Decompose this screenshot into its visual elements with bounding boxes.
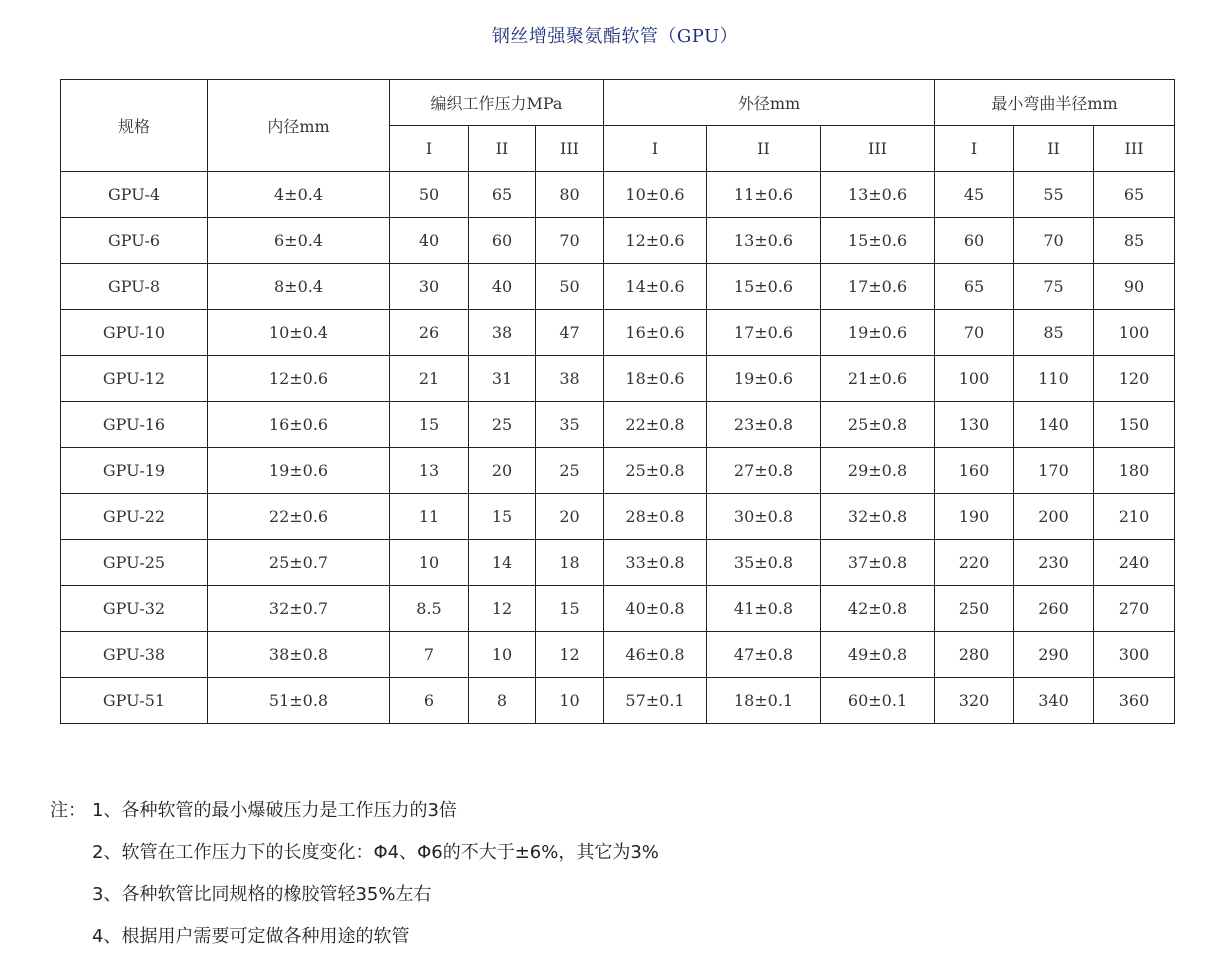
cell-outer-1: 18±0.6 (604, 356, 707, 402)
table-row (61, 356, 1175, 402)
cell-pressure-2: 65 (469, 172, 536, 218)
cell-pressure-1: 30 (390, 264, 469, 310)
cell-pressure-2: 15 (469, 494, 536, 540)
cell-outer-3: 49±0.8 (821, 632, 935, 678)
spec-table (60, 79, 1175, 724)
cell-pressure-3: 20 (536, 494, 604, 540)
cell-inner-diameter: 4±0.4 (208, 172, 390, 218)
cell-pressure-2: 10 (469, 632, 536, 678)
cell-bend-2: 85 (1014, 310, 1094, 356)
cell-spec: GPU-10 (61, 310, 208, 356)
cell-pressure-3: 70 (536, 218, 604, 264)
cell-bend-2: 55 (1014, 172, 1094, 218)
header-spec: 规格 (61, 80, 208, 172)
cell-bend-3: 300 (1094, 632, 1175, 678)
cell-bend-2: 200 (1014, 494, 1094, 540)
cell-pressure-1: 13 (390, 448, 469, 494)
cell-pressure-1: 10 (390, 540, 469, 586)
subheader-bend-2: II (1014, 126, 1094, 172)
cell-outer-2: 23±0.8 (707, 402, 821, 448)
cell-spec: GPU-12 (61, 356, 208, 402)
cell-spec: GPU-32 (61, 586, 208, 632)
cell-outer-2: 41±0.8 (707, 586, 821, 632)
cell-outer-1: 16±0.6 (604, 310, 707, 356)
cell-outer-1: 46±0.8 (604, 632, 707, 678)
cell-outer-2: 15±0.6 (707, 264, 821, 310)
cell-outer-2: 47±0.8 (707, 632, 821, 678)
cell-bend-2: 340 (1014, 678, 1094, 724)
cell-outer-1: 10±0.6 (604, 172, 707, 218)
table-row (61, 264, 1175, 310)
cell-pressure-3: 15 (536, 586, 604, 632)
cell-inner-diameter: 38±0.8 (208, 632, 390, 678)
cell-bend-3: 85 (1094, 218, 1175, 264)
notes-section (50, 797, 659, 965)
cell-pressure-1: 26 (390, 310, 469, 356)
cell-spec: GPU-25 (61, 540, 208, 586)
cell-inner-diameter: 19±0.6 (208, 448, 390, 494)
cell-bend-2: 140 (1014, 402, 1094, 448)
page-title: 钢丝增强聚氨酯软管（GPU） (491, 26, 739, 47)
table-header-row (61, 80, 1175, 126)
table-row (61, 540, 1175, 586)
cell-inner-diameter: 8±0.4 (208, 264, 390, 310)
cell-spec: GPU-19 (61, 448, 208, 494)
cell-bend-3: 360 (1094, 678, 1175, 724)
header-working-pressure: 编织工作压力MPa (390, 80, 604, 126)
cell-outer-2: 27±0.8 (707, 448, 821, 494)
cell-pressure-1: 6 (390, 678, 469, 724)
cell-outer-2: 19±0.6 (707, 356, 821, 402)
cell-outer-3: 25±0.8 (821, 402, 935, 448)
cell-bend-1: 280 (935, 632, 1014, 678)
note-item (50, 881, 659, 923)
cell-pressure-2: 14 (469, 540, 536, 586)
cell-outer-1: 40±0.8 (604, 586, 707, 632)
cell-bend-1: 45 (935, 172, 1014, 218)
cell-spec: GPU-4 (61, 172, 208, 218)
table-row (61, 448, 1175, 494)
cell-pressure-3: 12 (536, 632, 604, 678)
cell-bend-1: 130 (935, 402, 1014, 448)
cell-bend-1: 70 (935, 310, 1014, 356)
cell-outer-1: 33±0.8 (604, 540, 707, 586)
note-prefix: 注： (50, 800, 86, 821)
cell-outer-3: 21±0.6 (821, 356, 935, 402)
cell-inner-diameter: 51±0.8 (208, 678, 390, 724)
cell-bend-3: 150 (1094, 402, 1175, 448)
cell-spec: GPU-38 (61, 632, 208, 678)
cell-pressure-3: 80 (536, 172, 604, 218)
cell-bend-2: 260 (1014, 586, 1094, 632)
cell-pressure-3: 38 (536, 356, 604, 402)
subheader-pressure-1: I (390, 126, 469, 172)
cell-outer-1: 22±0.8 (604, 402, 707, 448)
cell-pressure-2: 8 (469, 678, 536, 724)
cell-bend-3: 270 (1094, 586, 1175, 632)
cell-outer-2: 35±0.8 (707, 540, 821, 586)
cell-bend-1: 250 (935, 586, 1014, 632)
cell-outer-3: 42±0.8 (821, 586, 935, 632)
note-item (50, 839, 659, 881)
cell-outer-3: 19±0.6 (821, 310, 935, 356)
cell-spec: GPU-8 (61, 264, 208, 310)
subheader-outer-2: II (707, 126, 821, 172)
table-body (61, 172, 1175, 724)
cell-bend-3: 65 (1094, 172, 1175, 218)
cell-pressure-1: 11 (390, 494, 469, 540)
cell-pressure-2: 12 (469, 586, 536, 632)
cell-inner-diameter: 25±0.7 (208, 540, 390, 586)
cell-bend-3: 240 (1094, 540, 1175, 586)
cell-outer-3: 32±0.8 (821, 494, 935, 540)
cell-outer-3: 15±0.6 (821, 218, 935, 264)
cell-pressure-2: 31 (469, 356, 536, 402)
cell-inner-diameter: 16±0.6 (208, 402, 390, 448)
cell-bend-2: 230 (1014, 540, 1094, 586)
cell-outer-2: 30±0.8 (707, 494, 821, 540)
table-row (61, 172, 1175, 218)
cell-bend-3: 180 (1094, 448, 1175, 494)
note-item (50, 923, 659, 965)
cell-outer-2: 13±0.6 (707, 218, 821, 264)
cell-bend-2: 110 (1014, 356, 1094, 402)
cell-inner-diameter: 32±0.7 (208, 586, 390, 632)
cell-outer-3: 37±0.8 (821, 540, 935, 586)
cell-bend-3: 210 (1094, 494, 1175, 540)
cell-bend-1: 190 (935, 494, 1014, 540)
cell-bend-1: 100 (935, 356, 1014, 402)
cell-bend-3: 100 (1094, 310, 1175, 356)
cell-bend-2: 170 (1014, 448, 1094, 494)
cell-outer-3: 29±0.8 (821, 448, 935, 494)
cell-outer-2: 11±0.6 (707, 172, 821, 218)
subheader-bend-3: III (1094, 126, 1175, 172)
cell-pressure-2: 40 (469, 264, 536, 310)
table-row (61, 678, 1175, 724)
header-outer-diameter: 外径mm (604, 80, 935, 126)
note-text: 2、软管在工作压力下的长度变化：Φ4、Φ6的不大于±6%，其它为3% (92, 842, 659, 863)
cell-spec: GPU-6 (61, 218, 208, 264)
cell-outer-1: 12±0.6 (604, 218, 707, 264)
cell-spec: GPU-51 (61, 678, 208, 724)
cell-pressure-3: 50 (536, 264, 604, 310)
cell-bend-2: 70 (1014, 218, 1094, 264)
cell-inner-diameter: 10±0.4 (208, 310, 390, 356)
table-row (61, 586, 1175, 632)
cell-pressure-3: 25 (536, 448, 604, 494)
note-text: 1、各种软管的最小爆破压力是工作压力的3倍 (92, 800, 457, 821)
cell-bend-1: 65 (935, 264, 1014, 310)
cell-outer-2: 18±0.1 (707, 678, 821, 724)
subheader-outer-3: III (821, 126, 935, 172)
cell-inner-diameter: 6±0.4 (208, 218, 390, 264)
cell-outer-3: 17±0.6 (821, 264, 935, 310)
cell-pressure-3: 47 (536, 310, 604, 356)
header-inner-diameter: 内径mm (208, 80, 390, 172)
cell-pressure-2: 20 (469, 448, 536, 494)
cell-pressure-2: 25 (469, 402, 536, 448)
subheader-pressure-3: III (536, 126, 604, 172)
cell-bend-1: 320 (935, 678, 1014, 724)
cell-outer-3: 60±0.1 (821, 678, 935, 724)
header-min-bend-radius: 最小弯曲半径mm (935, 80, 1175, 126)
cell-bend-2: 75 (1014, 264, 1094, 310)
cell-outer-3: 13±0.6 (821, 172, 935, 218)
table-row (61, 632, 1175, 678)
cell-bend-2: 290 (1014, 632, 1094, 678)
subheader-pressure-2: II (469, 126, 536, 172)
note-text: 4、根据用户需要可定做各种用途的软管 (92, 926, 410, 947)
subheader-bend-1: I (935, 126, 1014, 172)
table-row (61, 218, 1175, 264)
cell-outer-1: 25±0.8 (604, 448, 707, 494)
note-item (50, 797, 659, 839)
cell-pressure-1: 7 (390, 632, 469, 678)
cell-pressure-1: 15 (390, 402, 469, 448)
cell-pressure-2: 38 (469, 310, 536, 356)
cell-pressure-3: 10 (536, 678, 604, 724)
cell-pressure-3: 18 (536, 540, 604, 586)
cell-pressure-2: 60 (469, 218, 536, 264)
cell-pressure-1: 50 (390, 172, 469, 218)
cell-outer-2: 17±0.6 (707, 310, 821, 356)
cell-bend-3: 120 (1094, 356, 1175, 402)
subheader-outer-1: I (604, 126, 707, 172)
cell-inner-diameter: 22±0.6 (208, 494, 390, 540)
cell-bend-1: 60 (935, 218, 1014, 264)
cell-outer-1: 28±0.8 (604, 494, 707, 540)
cell-bend-1: 160 (935, 448, 1014, 494)
cell-inner-diameter: 12±0.6 (208, 356, 390, 402)
note-text: 3、各种软管比同规格的橡胶管轻35%左右 (92, 884, 432, 905)
cell-pressure-3: 35 (536, 402, 604, 448)
cell-spec: GPU-16 (61, 402, 208, 448)
cell-pressure-1: 8.5 (390, 586, 469, 632)
cell-outer-1: 14±0.6 (604, 264, 707, 310)
cell-spec: GPU-22 (61, 494, 208, 540)
table-row (61, 310, 1175, 356)
cell-outer-1: 57±0.1 (604, 678, 707, 724)
cell-bend-1: 220 (935, 540, 1014, 586)
table-row (61, 494, 1175, 540)
cell-pressure-1: 21 (390, 356, 469, 402)
cell-bend-3: 90 (1094, 264, 1175, 310)
cell-pressure-1: 40 (390, 218, 469, 264)
table-row (61, 402, 1175, 448)
